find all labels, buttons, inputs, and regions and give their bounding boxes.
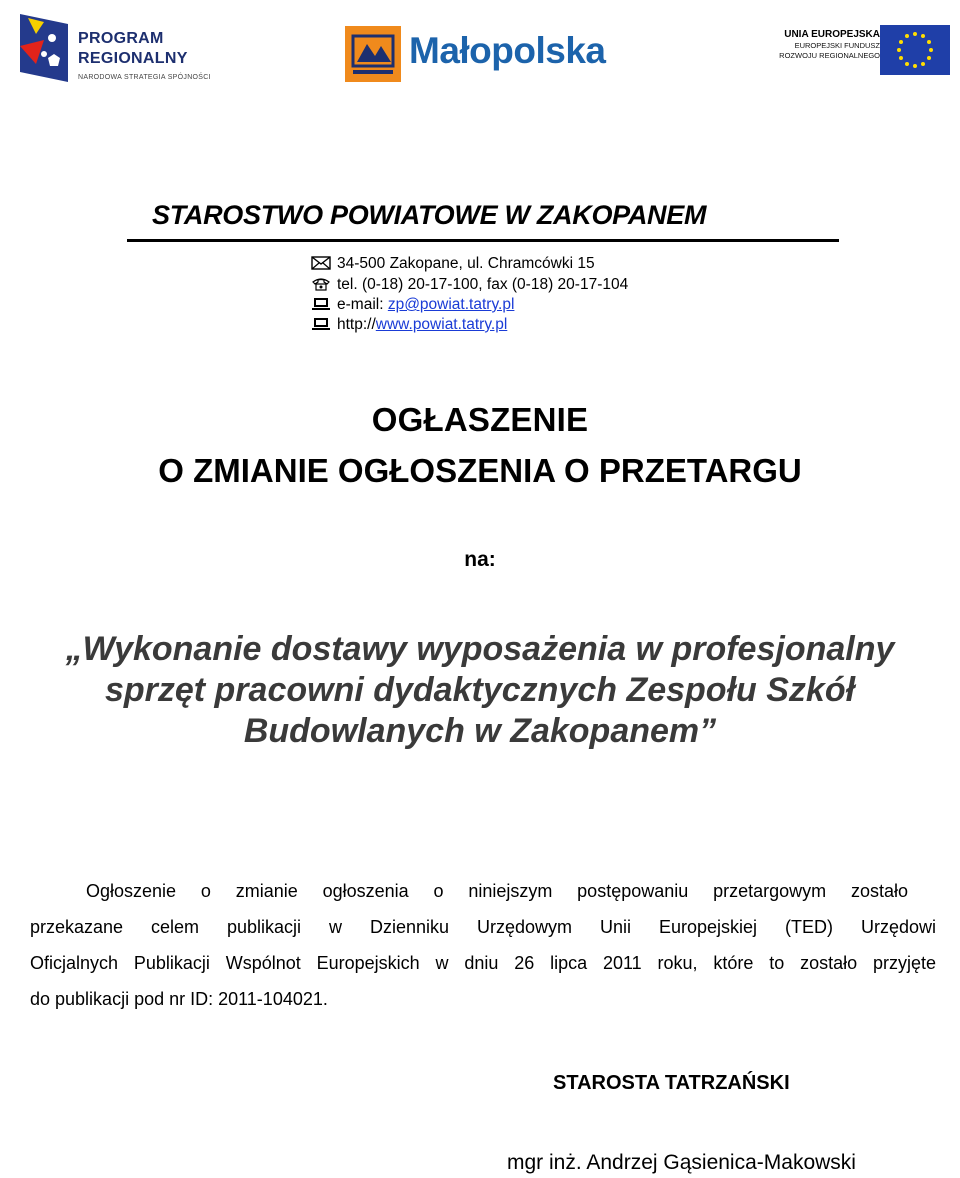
body-paragraph-line: Ogłoszenie o zmianie ogłoszenia o niniejszym postępowaniu przetargowym zostało — [86, 881, 908, 901]
eu-text-line2: EUROPEJSKI FUNDUSZ — [794, 41, 880, 50]
phone-text: tel. (0-18) 20-17-100, fax (0-18) 20-17-104 — [337, 276, 629, 293]
eu-logo — [752, 25, 950, 77]
website-label: http:// — [337, 316, 376, 333]
website-link[interactable]: www.powiat.tatry.pl — [375, 316, 508, 333]
eu-text-line1: UNIA EUROPEJSKA — [784, 29, 880, 40]
logo-text-program: PROGRAM — [78, 30, 164, 47]
envelope-icon — [311, 256, 331, 270]
office-title: STAROSTWO POWIATOWE W ZAKOPANEM — [152, 200, 707, 230]
telephone-icon — [311, 277, 331, 291]
notice-subheading: O ZMIANIE OGŁOSZENIA O PRZETARGU — [158, 452, 802, 489]
eu-flag-icon — [880, 25, 950, 75]
malopolska-emblem — [345, 26, 401, 82]
body-paragraph-line: Oficjalnych Publikacji Wspólnot Europejskich w dniu 26 lipca 2011 roku, które to zostało przyjęte — [30, 953, 936, 973]
logo-text-regionalny: REGIONALNY — [78, 50, 188, 67]
body-paragraph-line: do publikacji pod nr ID: 2011-104021. — [30, 989, 328, 1009]
computer-icon — [311, 317, 331, 331]
signatory-title: STAROSTA TATRZAŃSKI — [553, 1072, 790, 1094]
na-label: na: — [464, 548, 496, 571]
signatory-name: mgr inż. Andrzej Gąsienica-Makowski — [507, 1151, 856, 1174]
subject-line: Budowlanych w Zakopanem” — [243, 712, 717, 750]
phone-line — [311, 275, 628, 295]
subject-line: „Wykonanie dostawy wyposażenia w profesjonalny — [65, 630, 895, 668]
address-line — [311, 254, 595, 274]
logo-text-malopolska: Małopolska — [409, 30, 606, 71]
body-paragraph-line: przekazane celem publikacji w Dzienniku Urzędowym Unii Europejskiej (TED) Urzędowi — [30, 917, 936, 937]
subject-line: sprzęt pracowni dydaktycznych Zespołu Szkół — [104, 671, 856, 709]
address-text: 34-500 Zakopane, ul. Chramcówki 15 — [337, 255, 595, 272]
logo-text-nss: NARODOWA STRATEGIA SPÓJNOŚCI — [78, 74, 211, 81]
title-divider — [127, 239, 839, 242]
website-line — [311, 315, 507, 335]
computer-icon — [311, 297, 331, 311]
eu-text-line3: ROZWOJU REGIONALNEGO — [779, 51, 880, 60]
notice-heading: OGŁASZENIE — [371, 401, 589, 438]
program-regionalny-logo — [14, 10, 219, 90]
email-line — [311, 295, 514, 315]
malopolska-logo — [345, 22, 625, 84]
program-regionalny-emblem — [14, 10, 74, 90]
email-link[interactable]: zp@powiat.tatry.pl — [387, 296, 515, 313]
email-label: e-mail: — [337, 296, 388, 313]
